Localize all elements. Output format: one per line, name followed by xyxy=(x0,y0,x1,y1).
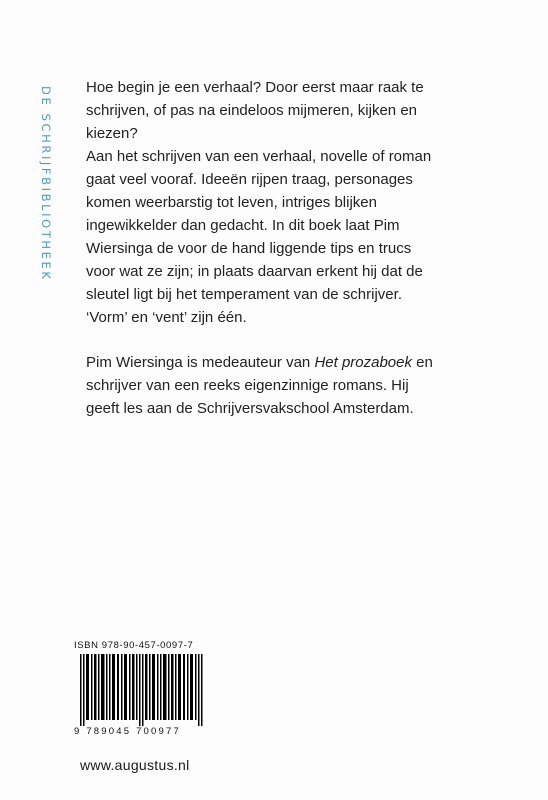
barcode-icon xyxy=(74,654,208,726)
book-title: Het prozaboek xyxy=(314,354,412,371)
author-bio xyxy=(86,351,436,420)
barcode-block xyxy=(74,640,210,736)
series-label: DE SCHRIJFBIBLIOTHEEK xyxy=(39,86,53,282)
author-bio-intro: Pim Wiersinga is medeauteur van xyxy=(86,354,315,371)
isbn-label: ISBN 978-90-457-0097-7 xyxy=(74,640,194,651)
blurb-paragraph-1: Hoe begin je een verhaal? Door eerst maar raak te schrijven, of pas na eindeloos mijmeren, kijken en kiezen? xyxy=(86,79,424,142)
blurb-text xyxy=(86,76,436,420)
publisher-website[interactable]: www.augustus.nl xyxy=(80,757,190,773)
author-bio-rest: en schrijver van een reeks eigenzinnige romans. Hij geeft les aan de Schrijversvakschool Amsterdam. xyxy=(86,354,433,417)
barcode-digits: 9 789045 700977 xyxy=(74,726,181,737)
blurb-paragraph-2: Aan het schrijven van een verhaal, novelle of roman gaat veel vooraf. Ideeën rijpen traag, personages komen weerbarstig tot leven, intriges blijken ingewikkelder dan gedacht. In dit boek laat Pim Wiersinga de voor de hand liggende tips en trucs voor wat ze zijn; in plaats daarvan erkent hij dat de sleutel ligt bij het temperament van de schrijver. ‘Vorm’ en ‘vent’ zijn één. xyxy=(86,148,432,326)
